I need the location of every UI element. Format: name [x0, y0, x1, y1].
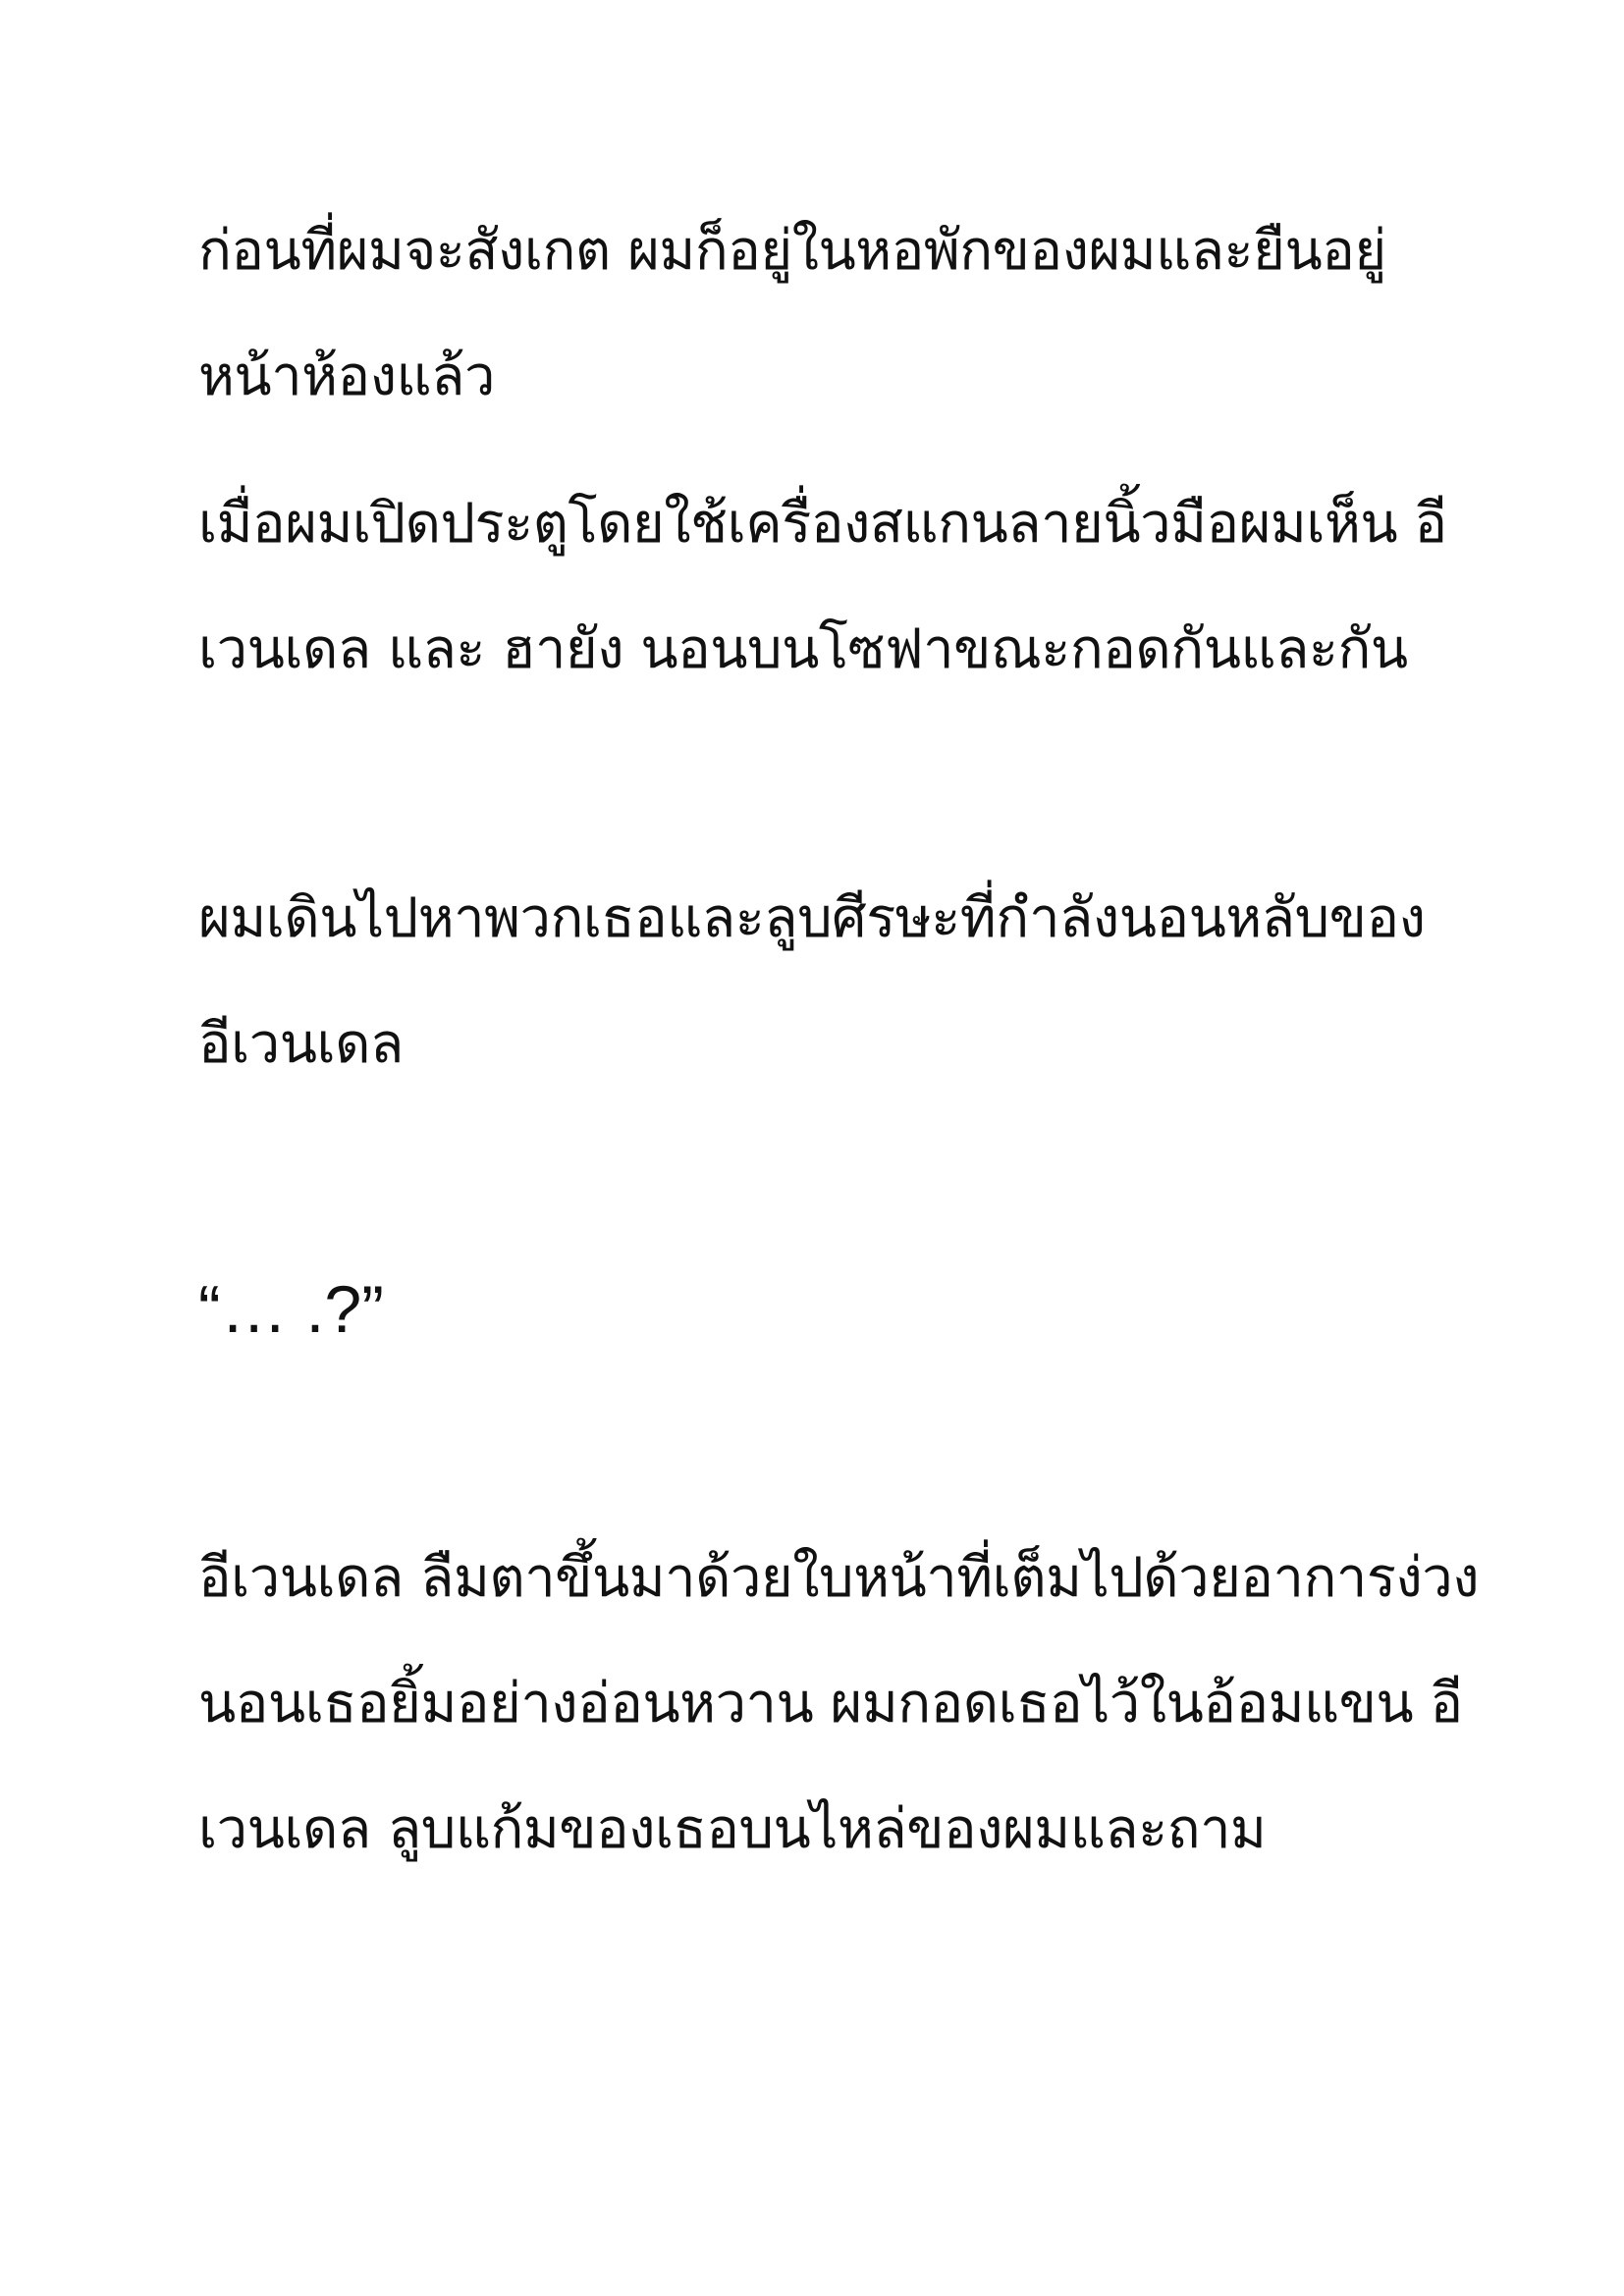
paragraph-3-line-2: อีเวนเดล: [198, 1012, 404, 1076]
dialogue-line: “… .?”: [198, 1272, 384, 1347]
paragraph-1-line-1: ก่อนที่ผมจะสังเกต ผมก็อยู่ในหอพักของผมและยืนอยู่: [198, 219, 1386, 283]
paragraph-2-line-2: เวนเดล และ ฮายัง นอนบนโซฟาขณะกอดกันและกัน: [198, 617, 1408, 681]
paragraph-5-line-1: อีเวนเดล ลืมตาขึ้นมาด้วยใบหน้าที่เต็มไปด้วยอาการง่วง: [198, 1546, 1480, 1610]
paragraph-5-line-3: เวนเดล ลูบแก้มของเธอบนไหล่ของผมและถาม: [198, 1797, 1267, 1861]
paragraph-2-line-1: เมื่อผมเปิดประตูโดยใช้เครื่องสแกนลายนิ้วมือผมเห็น อี: [198, 492, 1447, 556]
paragraph-5-line-2: นอนเธอยิ้มอย่างอ่อนหวาน ผมกอดเธอไว้ในอ้อมแขน อี: [198, 1672, 1463, 1735]
paragraph-3-line-1: ผมเดินไปหาพวกเธอและลูบศีรษะที่กำลังนอนหลับของ: [198, 886, 1426, 950]
paragraph-1-line-2: หน้าห้องแล้ว: [198, 345, 495, 408]
